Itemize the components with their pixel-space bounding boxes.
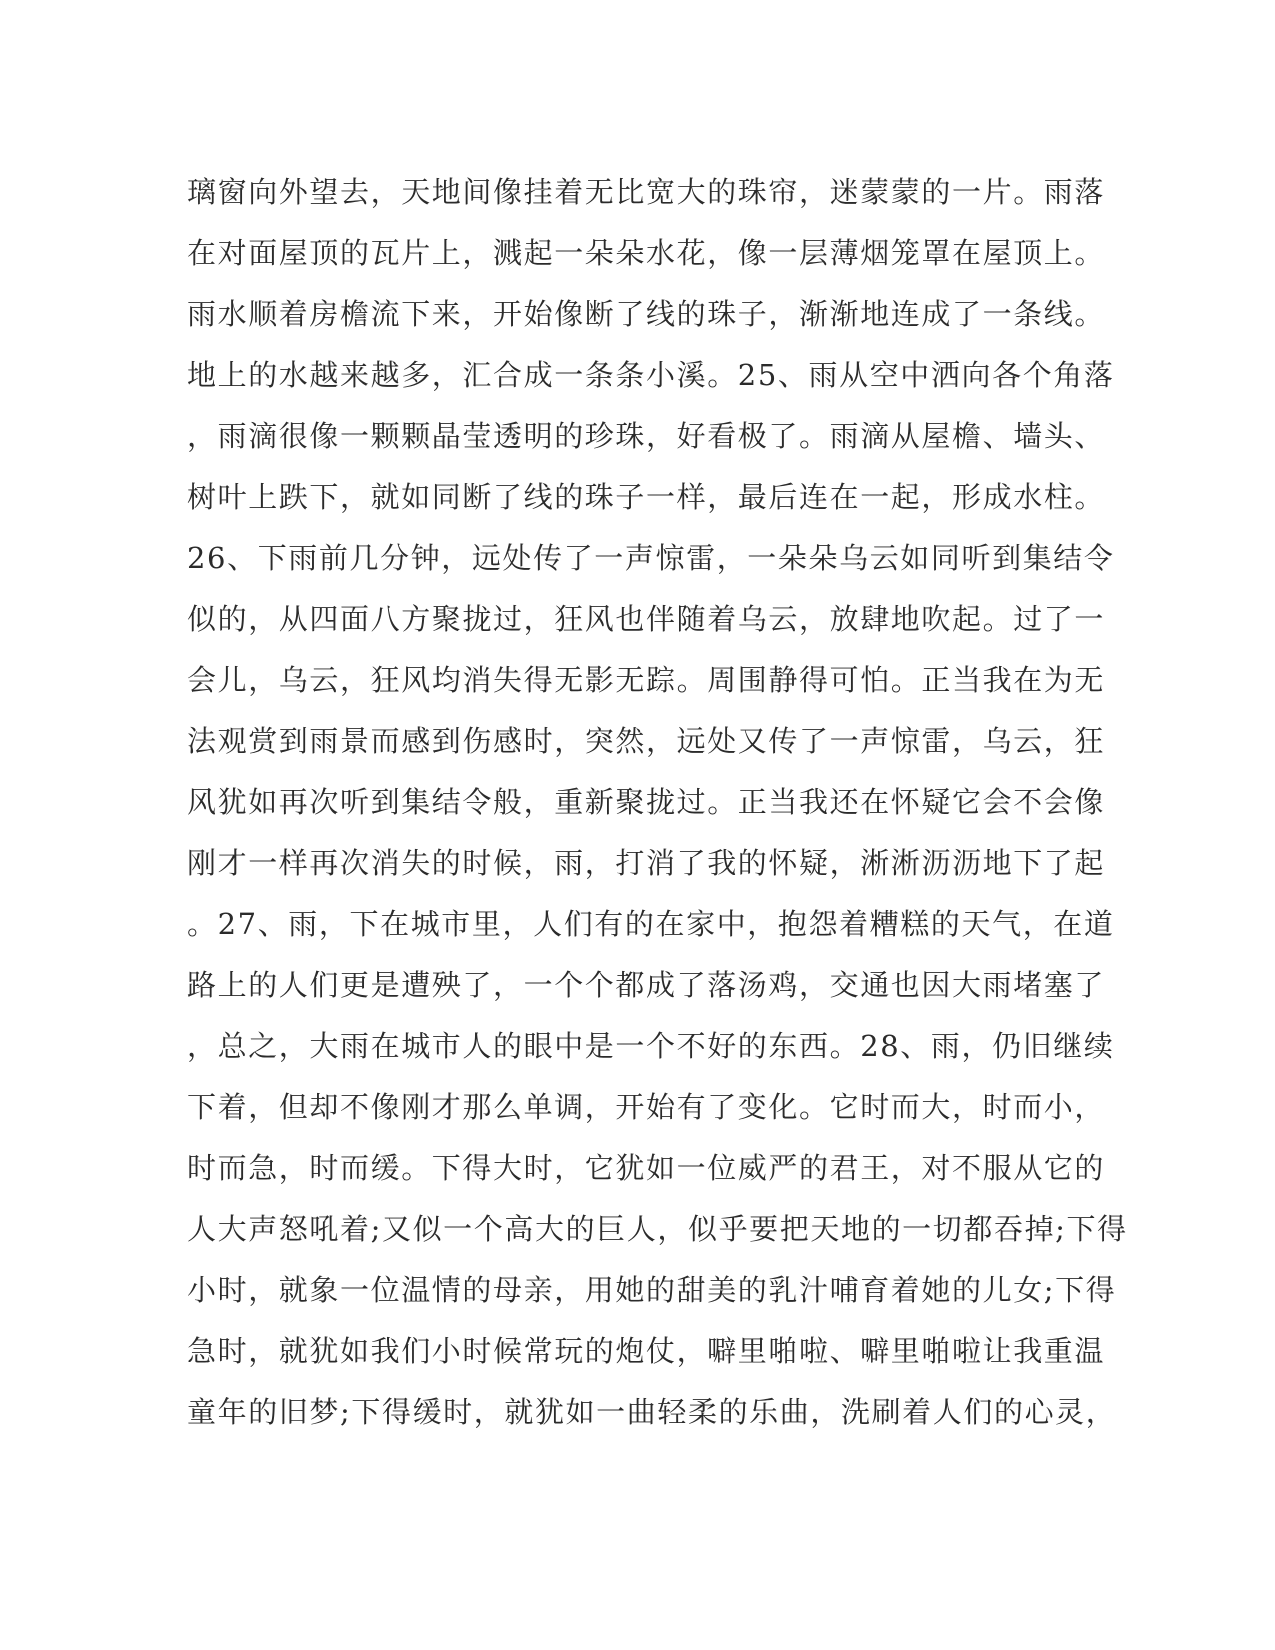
text-line-10: 法观赏到雨景而感到伤感时，突然，远处又传了一声惊雷，乌云，狂 [187, 724, 1106, 758]
text-line-13: 。27、雨，下在城市里，人们有的在家中，抱怨着糟糕的天气，在道 [187, 907, 1115, 941]
text-line-9: 会儿，乌云，狂风均消失得无影无踪。周围静得可怕。正当我在为无 [187, 663, 1106, 697]
text-line-17: 时而急，时而缓。下得大时，它犹如一位威严的君王，对不服从它的 [187, 1151, 1106, 1185]
text-line-18: 人大声怒吼着;又似一个高大的巨人，似乎要把天地的一切都吞掉;下得 [187, 1212, 1128, 1246]
text-line-4: 地上的水越来越多，汇合成一条条小溪。25、雨从空中洒向各个角落 [187, 358, 1115, 392]
body-text [187, 162, 1128, 1443]
text-line-16: 下着，但却不像刚才那么单调，开始有了变化。它时而大，时而小， [187, 1090, 1106, 1124]
text-line-14: 路上的人们更是遭殃了，一个个都成了落汤鸡，交通也因大雨堵塞了 [187, 968, 1106, 1002]
text-line-20: 急时，就犹如我们小时候常玩的炮仗，噼里啪啦、噼里啪啦让我重温 [187, 1334, 1106, 1368]
text-line-6: 树叶上跌下，就如同断了线的珠子一样，最后连在一起，形成水柱。 [187, 480, 1106, 514]
text-line-7: 26、下雨前几分钟，远处传了一声惊雷，一朵朵乌云如同听到集结令 [187, 541, 1115, 575]
text-line-11: 风犹如再次听到集结令般，重新聚拢过。正当我还在怀疑它会不会像 [187, 785, 1106, 819]
text-line-15: ，总之，大雨在城市人的眼中是一个不好的东西。28、雨，仍旧继续 [187, 1029, 1115, 1063]
text-line-8: 似的，从四面八方聚拢过，狂风也伴随着乌云，放肆地吹起。过了一 [187, 602, 1106, 636]
text-line-12: 刚才一样再次消失的时候，雨，打消了我的怀疑，淅淅沥沥地下了起 [187, 846, 1106, 880]
text-line-5: ，雨滴很像一颗颗晶莹透明的珍珠，好看极了。雨滴从屋檐、墙头、 [187, 419, 1106, 453]
text-line-2: 在对面屋顶的瓦片上，溅起一朵朵水花，像一层薄烟笼罩在屋顶上。 [187, 236, 1106, 270]
text-line-3: 雨水顺着房檐流下来，开始像断了线的珠子，渐渐地连成了一条线。 [187, 297, 1106, 331]
text-line-19: 小时，就象一位温情的母亲，用她的甜美的乳汁哺育着她的儿女;下得 [187, 1273, 1117, 1307]
text-line-1: 璃窗向外望去，天地间像挂着无比宽大的珠帘，迷蒙蒙的一片。雨落 [187, 175, 1106, 209]
text-line-21: 童年的旧梦;下得缓时，就犹如一曲轻柔的乐曲，洗刷着人们的心灵， [187, 1395, 1117, 1429]
